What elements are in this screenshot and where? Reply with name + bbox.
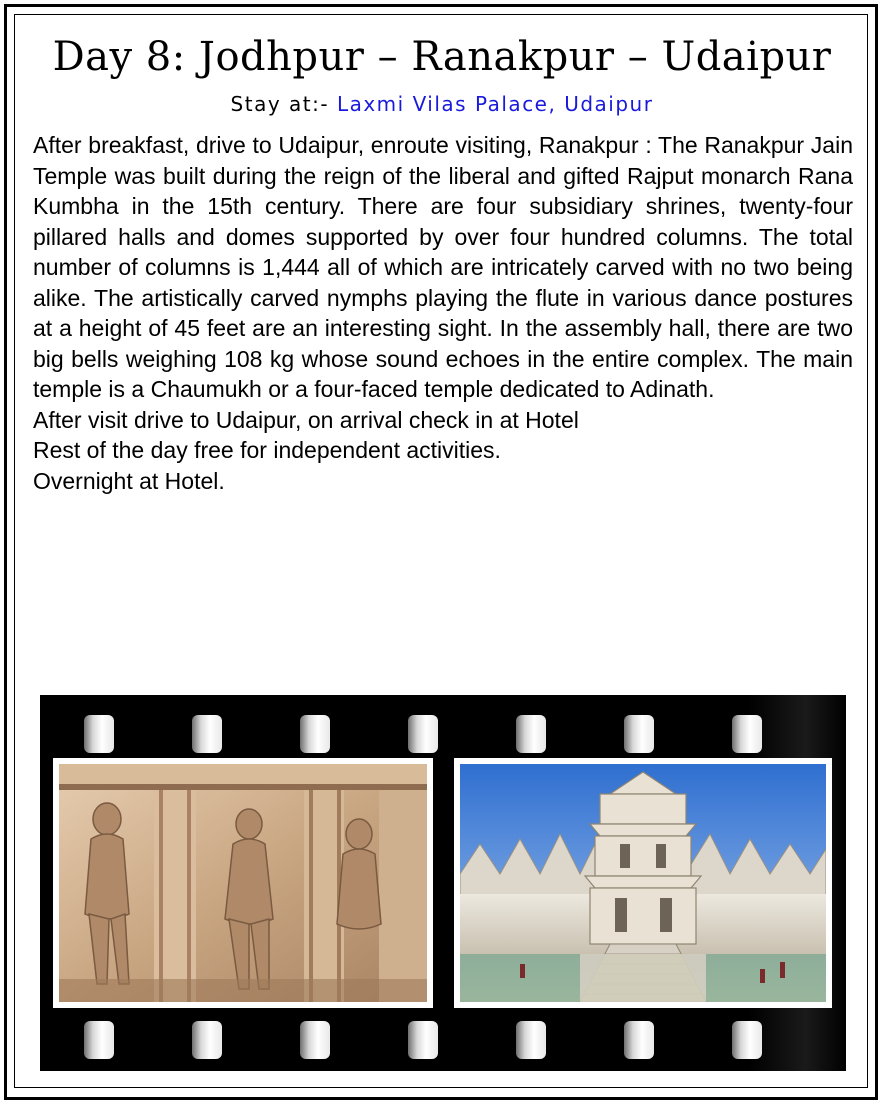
overnight-line: Overnight at Hotel. <box>33 467 225 494</box>
carved-sculpture-photo <box>53 758 433 1008</box>
carved-sculpture-image <box>59 764 427 1002</box>
sprocket-hole <box>300 715 330 753</box>
hotel-name: Laxmi Vilas Palace, Udaipur <box>336 92 654 116</box>
filmstrip-gallery <box>40 695 846 1071</box>
sprocket-hole <box>192 1021 222 1059</box>
sprocket-hole <box>408 1021 438 1059</box>
description-paragraph: After breakfast, drive to Udaipur, enroute visiting, Ranakpur : The Ranakpur Jain Temple was built during the reign of the liberal and gifted Rajput monarch Rana Kumbha in the 15th century. There are four subsidiary shrines, twenty-four pillared halls and domes supported by over four hundred columns. The total number of columns is 1,444 all of which are intricately carved with no two being alike. The artistically carved nymphs playing the flute in various dance postures at a height of 45 feet are an interesting sight. In the assembly hall, there are two big bells weighing 108 kg whose sound echoes in the entire complex. The main temple is a Chaumukh or a four-faced temple dedicated to Adinath. <box>33 132 853 402</box>
sprocket-hole <box>408 715 438 753</box>
arrival-line: After visit drive to Udaipur, on arrival check in at Hotel <box>33 406 579 433</box>
itinerary-text <box>33 130 853 496</box>
stay-label: Stay at:- <box>230 92 337 116</box>
free-day-line: Rest of the day free for independent activities. <box>33 437 501 463</box>
stay-line <box>0 92 884 116</box>
sprocket-hole <box>624 715 654 753</box>
sprocket-hole <box>516 715 546 753</box>
temple-exterior-photo <box>454 758 832 1008</box>
sprocket-hole <box>192 715 222 753</box>
sprocket-hole <box>84 715 114 753</box>
temple-exterior-image <box>460 764 826 1002</box>
sprocket-hole <box>732 715 762 753</box>
sprocket-hole <box>300 1021 330 1059</box>
sprocket-hole <box>732 1021 762 1059</box>
sprocket-hole <box>516 1021 546 1059</box>
sprocket-hole <box>84 1021 114 1059</box>
page-title: Day 8: Jodhpur – Ranakpur – Udaipur <box>52 34 832 80</box>
sprocket-hole <box>624 1021 654 1059</box>
